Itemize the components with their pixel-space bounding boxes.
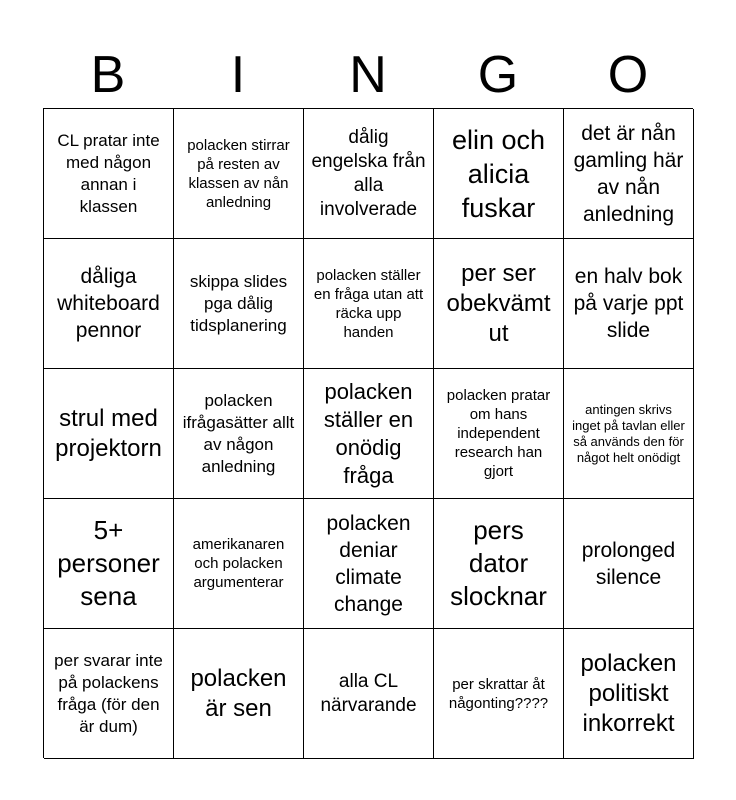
bingo-cell[interactable] [304,109,434,239]
bingo-cell[interactable] [174,499,304,629]
bingo-cell[interactable] [174,629,304,759]
bingo-cell[interactable] [434,499,564,629]
bingo-grid [43,108,693,758]
bingo-cell[interactable] [304,629,434,759]
cell-text: amerikanaren och polacken argumenterar [192,536,285,591]
cell-text: per skrattar åt någonting???? [448,675,549,712]
cell-text: dålig engelska från alla involverade [311,126,426,220]
cell-text: alla CL närvarande [320,670,417,716]
bingo-cell[interactable] [564,369,694,499]
bingo-cell[interactable] [564,109,694,239]
cell-text: dåliga whiteboard pennor [57,265,160,342]
bingo-cell[interactable] [564,629,694,759]
cell-text: pers dator slocknar [450,515,547,611]
bingo-cell[interactable] [434,239,564,369]
cell-text: antingen skrivs inget på tavlan eller så används den för något helt onödigt [572,401,685,465]
bingo-cell[interactable] [304,499,434,629]
header-letter-b: B [90,46,126,104]
bingo-cell[interactable] [564,239,694,369]
cell-text: skippa slides pga dålig tidsplanering [189,271,288,335]
cell-text: polacken stirrar på resten av klassen av nån anledning [187,136,290,211]
bingo-cell[interactable] [174,239,304,369]
header-letter-g: G [477,46,519,104]
bingo-header [43,42,693,108]
cell-text: prolonged silence [581,538,676,589]
cell-text: per svarar inte på polackens fråga (för den är dum) [54,650,163,736]
cell-text: CL pratar inte med någon annan i klassen [57,130,160,216]
header-letter-n: N [349,46,387,104]
cell-text: elin och alicia fuskar [451,124,546,223]
bingo-cell[interactable] [434,629,564,759]
cell-text: strul med projektorn [55,404,162,462]
header-letter-i: I [230,46,246,104]
cell-text: polacken ställer en onödig fråga [323,378,414,488]
cell-text: polacken deniar climate change [326,511,411,616]
cell-text: det är nån gamling här av nån anledning [573,121,684,226]
bingo-cell[interactable] [44,109,174,239]
cell-text: polacken ställer en fråga utan att räcka upp handen [313,266,424,341]
bingo-cell[interactable] [564,499,694,629]
bingo-cell[interactable] [304,369,434,499]
bingo-cell[interactable] [304,239,434,369]
cell-text: polacken pratar om hans independent research han gjort [446,387,551,480]
bingo-cell[interactable] [434,369,564,499]
cell-text: en halv bok på varje ppt slide [573,265,684,342]
cell-text: polacken är sen [190,664,287,722]
header-letter-o: O [607,46,649,104]
bingo-cell[interactable] [44,239,174,369]
bingo-cell[interactable] [44,499,174,629]
bingo-cell[interactable] [174,109,304,239]
bingo-cell[interactable] [44,629,174,759]
cell-text: polacken ifrågasätter allt av någon anledning [182,390,295,476]
bingo-cell[interactable] [44,369,174,499]
cell-text: 5+ personer sena [57,515,160,611]
bingo-cell[interactable] [434,109,564,239]
bingo-cell[interactable] [174,369,304,499]
cell-text: polacken politiskt inkorrekt [580,649,677,737]
cell-text: per ser obekvämt ut [446,259,551,347]
